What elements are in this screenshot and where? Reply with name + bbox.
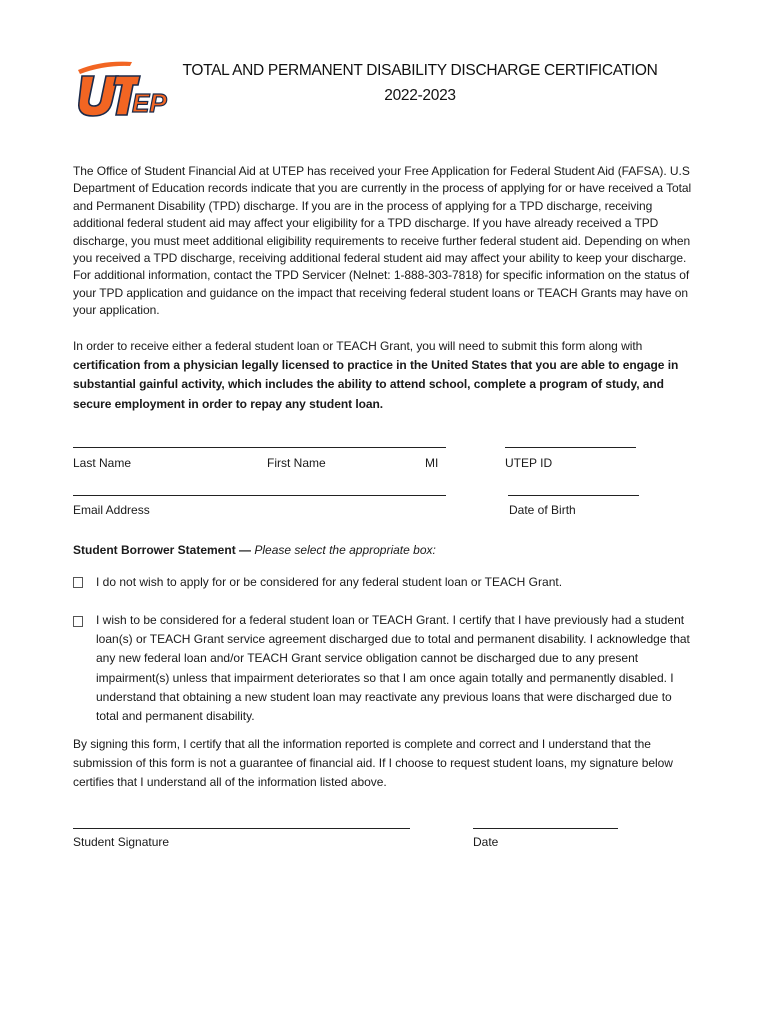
email-label: Email Address [73,503,150,517]
requirement-bold: certification from a physician legally licensed to practice in the United States that you are able to engage in substantial gainful activity, which includes the ability to attend school, complete a program of study, and secure employment in order to repay any student loan. [73,358,679,411]
option2-text: I wish to be considered for a federal student loan or TEACH Grant. I certify that I have previously had a student loan(s) or TEACH Grant service agreement discharged due to total and permanent disability. I acknowledge that any new federal loan and/or TEACH Grant service obligation cannot be discharged due to any present impairment(s) unless that impairment deteriorates so that I am once again totally and permanently disabled. I understand that obtaining a new student loan may reactivate any previous loans that were discharged due to total and permanent disability. [96,613,690,724]
utep-id-label: UTEP ID [505,456,553,470]
option2-checkbox[interactable] [73,616,83,627]
borrower-statement-heading [73,543,436,557]
dob-line[interactable] [508,495,639,496]
utep-id-line[interactable] [505,447,636,448]
certification-paragraph: By signing this form, I certify that all the information reported is complete and correct and I understand that the submission of this form is not a guarantee of financial aid. If I choose to request student loans, my signature below certifies that I understand all of the information listed above. [73,737,673,790]
date-label: Date [473,835,499,849]
last-name-label: Last Name [73,456,132,470]
intro-paragraph: The Office of Student Financial Aid at UTEP has received your Free Application for Federal Student Aid (FAFSA). U.S Department of Education records indicate that you are currently in the process of applying for or have received a Total and Permanent Disability (TPD) discharge. If you are in the process of applying for a TPD discharge, receiving additional federal student aid may affect your eligibility for a TPD discharge. If you have already received a TPD discharge, you must meet additional eligibility requirements to receive further federal student aid. Depending on when you received a TPD discharge, receiving additional federal student aid may affect your ability to keep your discharge. For additional information, contact the TPD Servicer (Nelnet: 1-888-303-7818) for specific information on the status of your TPD application and guidance on the impact that receiving federal student loans or TEACH Grants may have on your application. [73,164,692,318]
form-title: TOTAL AND PERMANENT DISABILITY DISCHARGE CERTIFICATION [182,62,658,79]
signature-line[interactable] [73,828,410,829]
name-line[interactable] [73,447,446,448]
option1-text: I do not wish to apply for or be considered for any federal student loan or TEACH Grant. [96,575,563,589]
option1-checkbox[interactable] [73,577,83,588]
student-signature-label: Student Signature [73,835,170,849]
form-year: 2022-2023 [384,87,456,104]
dob-label: Date of Birth [509,503,576,517]
requirement-paragraph [73,337,703,414]
mi-label: MI [425,456,439,470]
first-name-label: First Name [267,456,326,470]
statement-instruction: Please select the appropriate box: [254,543,436,557]
requirement-lead: In order to receive either a federal student loan or TEACH Grant, you will need to submit this form along with [73,339,643,353]
logo-text-ep: EP [132,88,167,118]
date-line[interactable] [473,828,618,829]
utep-logo [72,56,167,122]
statement-heading: Student Borrower Statement — [73,543,252,557]
email-line[interactable] [73,495,446,496]
